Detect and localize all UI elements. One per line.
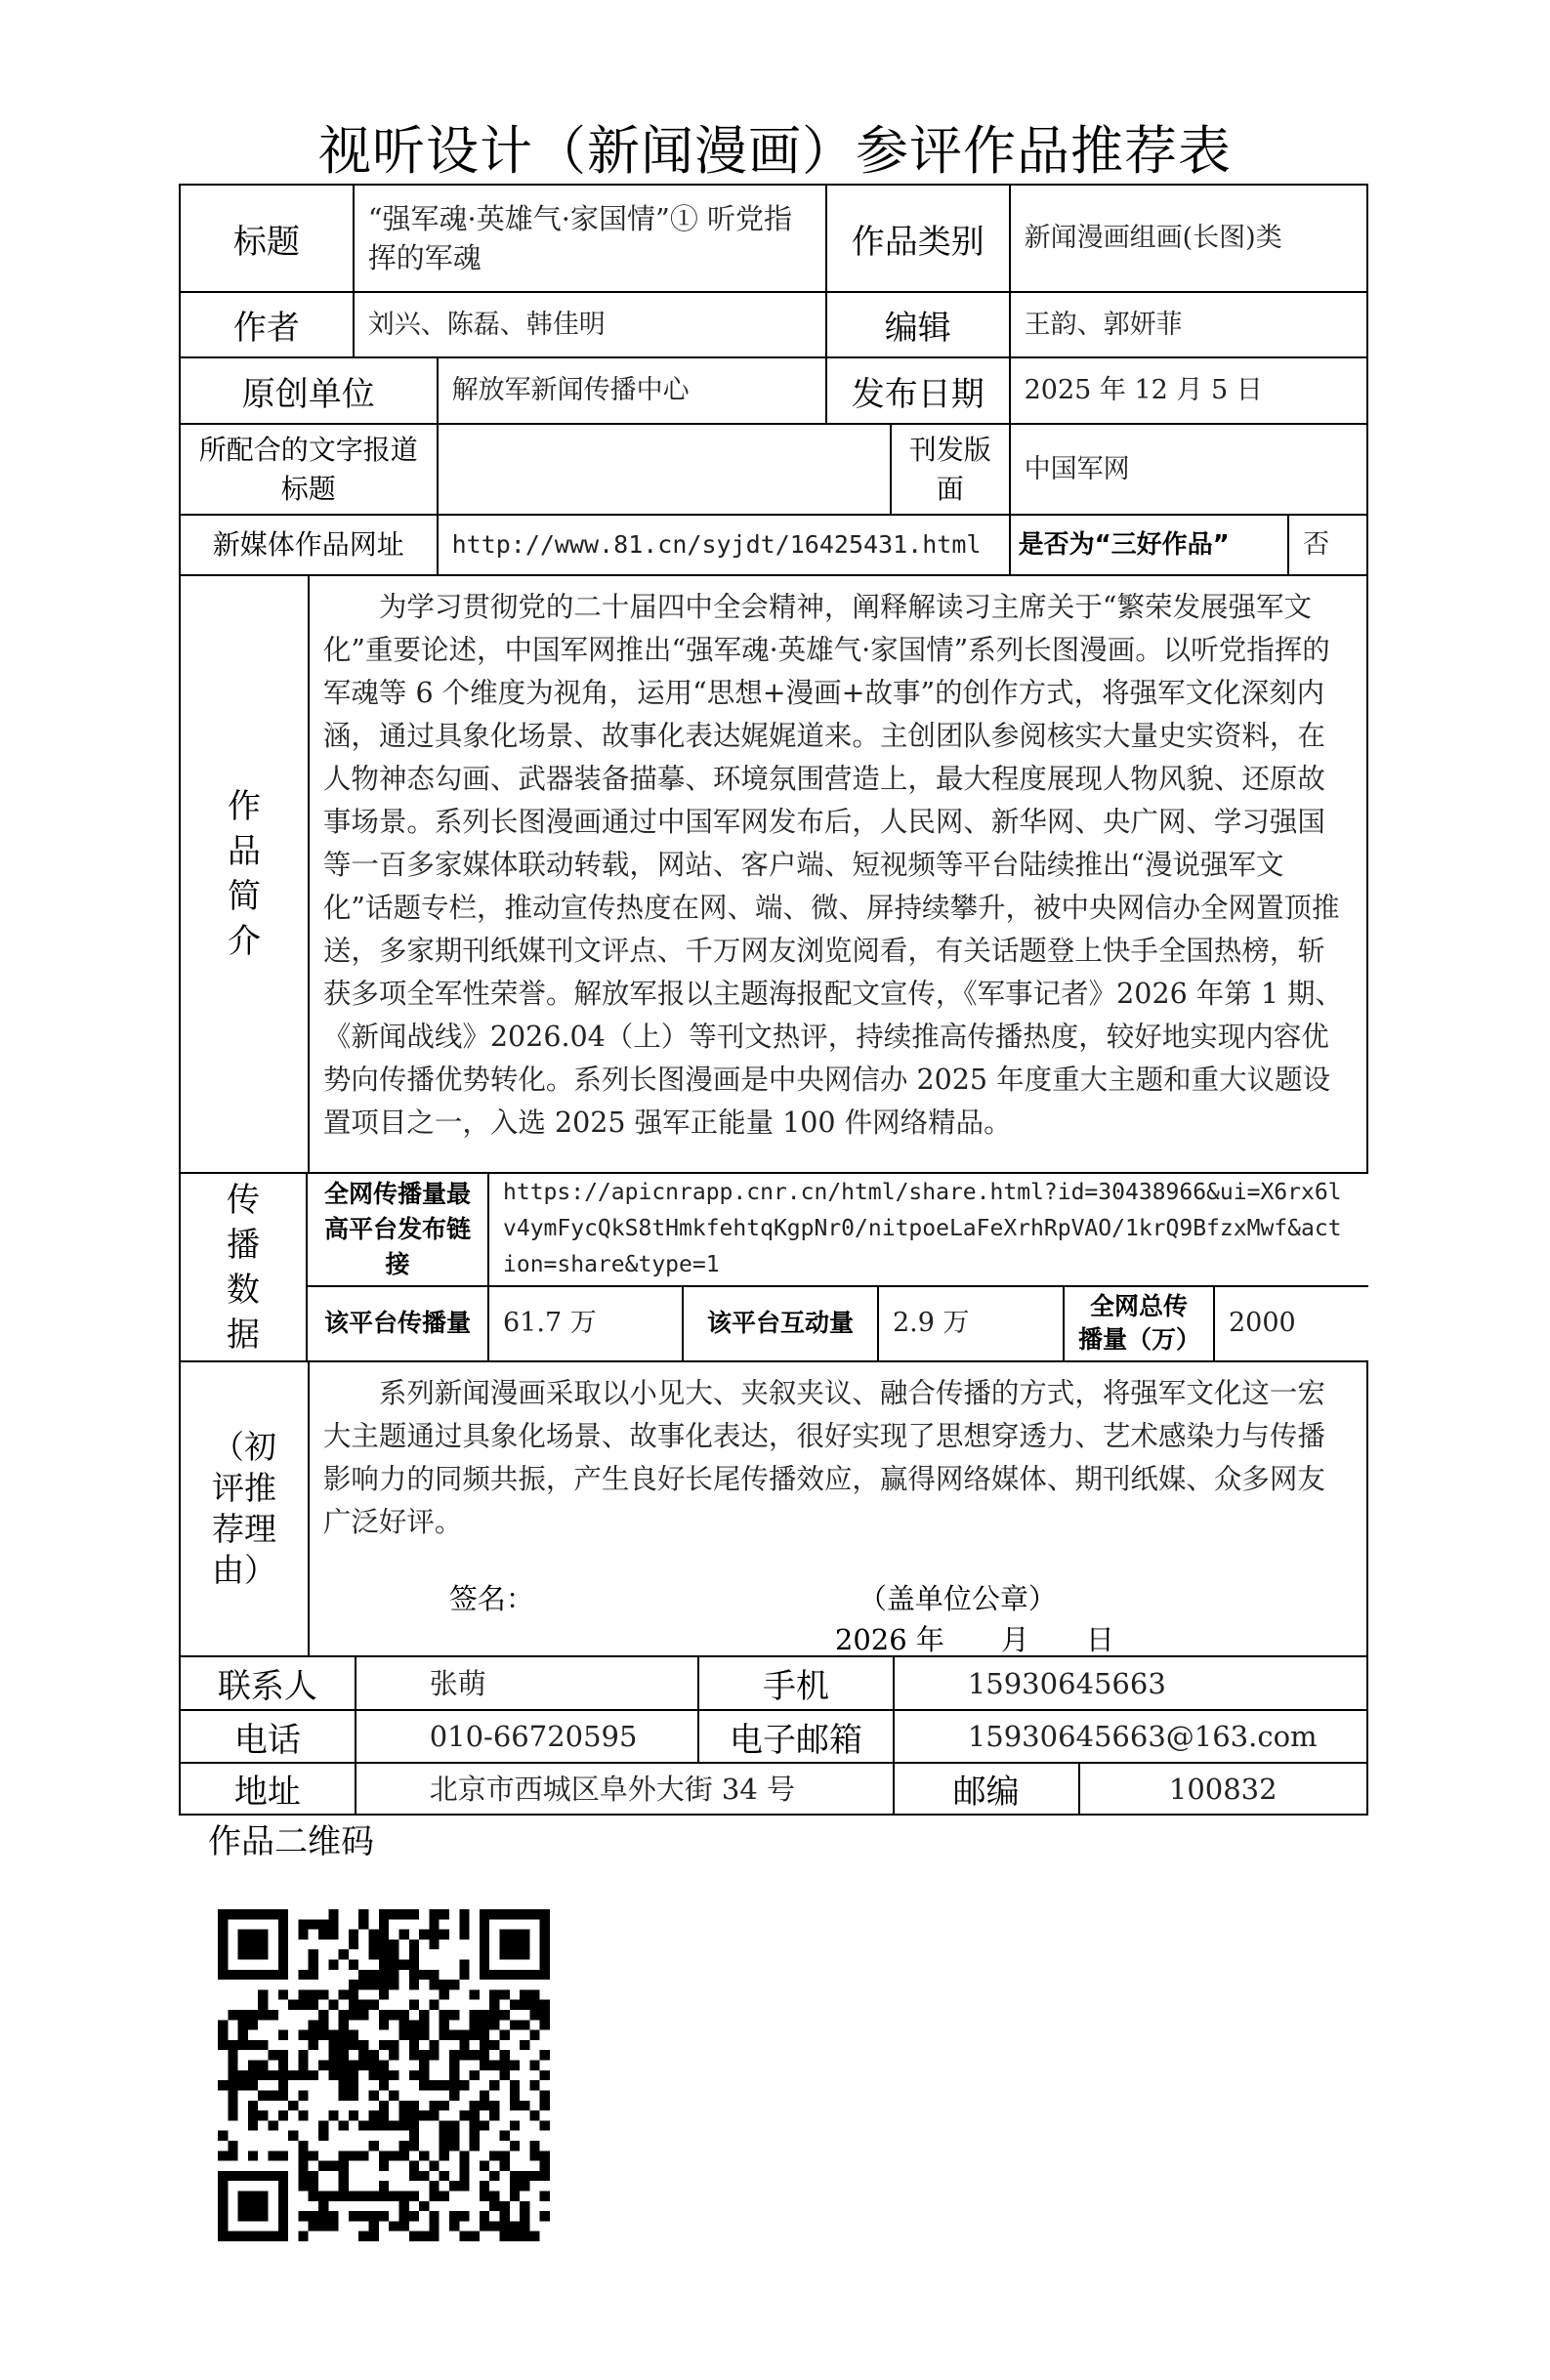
zip-label: 邮编 [895,1764,1080,1814]
contact-person-label: 联系人 [181,1657,356,1709]
category-value: 新闻漫画组画(长图)类 [1011,186,1368,291]
intro-text: 为学习贯彻党的二十届四中全会精神，阐释解读习主席关于“繁荣发展强军文化”重要论述，中国军网推出“强军魂·英雄气·家国情”系列长图漫画。以听党指挥的军魂等 6 个维度为视角，运用“思想+漫画+故事”的创作方式，将强军文化深刻内涵，通过具象化场景、故事化表达娓娓道来。主创团队参阅核实大量史实资料，在人物神态勾画、武器装备描摹、环境氛围营造上，最大程度展现人物风貌、还原故事场景。系列长图漫画通过中国军网发布后，人民网、新华网、央广网、学习强国等一百多家媒体联动转载，网站、客户端、短视频等平台陆续推出“漫说强军文化”话题专栏，推动宣传热度在网、端、微、屏持续攀升，被中央网信办全网置顶推送，多家期刊纸媒刊文评点、千万网友浏览阅看，有关话题登上快手全国热榜，斩获多项全军性荣誉。解放军报以主题海报配文宣传，《军事记者》2026 年第 1 期、《新闻战线》2026.04（上）等刊文热评，持续推高传播热度，较好地实现内容优势向传播优势转化。系列长图漫画是中央网信办 2025 年度重大主题和重大议题设置项目之一，入选 2025 强军正能量 100 件网络精品。 [310,576,1368,1172]
row-reason [179,1360,1368,1655]
row-title [179,184,1368,291]
editor-label: 编辑 [827,293,1011,356]
row-contact [179,1655,1368,1709]
page-value: 中国军网 [1011,425,1368,514]
three-good-value: 否 [1289,516,1368,574]
related-title-value [439,425,892,514]
form-title: 视听设计（新闻漫画）参评作品推荐表 [318,120,1232,182]
recommendation-table [179,184,1368,1816]
row-url [179,514,1368,574]
reason-text: 系列新闻漫画采取以小见大、夹叙夹议、融合传播的方式，将强军文化这一宏大主题通过具象化场景、故事化表达，很好实现了思想穿透力、艺术感染力与传播影响力的同频共振，产生良好长尾传播效应，赢得网络媒体、期刊纸媒、众多网友广泛好评。 [322,1377,1325,1538]
category-label: 作品类别 [827,186,1011,291]
total-spread-value: 2000 [1229,1308,1296,1339]
platform-interact-label: 该平台互动量 [684,1287,879,1360]
signature-label: 签名： [448,1582,534,1615]
reason-label: （初评推荐理由） [181,1362,310,1655]
url-label: 新媒体作品网址 [181,516,439,574]
spread-label: 传播数据 [181,1174,308,1360]
editor-value: 王韵、郭妍菲 [1011,293,1368,356]
publish-date-value: 2025 年 12 月 5 日 [1011,358,1368,423]
row-spread [179,1172,1368,1360]
row-related [179,423,1368,514]
platform-interact-value: 2.9 万 [879,1287,1065,1360]
title-value: “强军魂·英雄气·家国情”① 听党指挥的军魂 [355,186,827,291]
url-value[interactable]: http://www.81.cn/syjdt/16425431.html [439,516,1011,574]
date-label: 2026 年 月 日 [834,1623,1114,1656]
seal-label: （盖单位公章） [858,1582,1057,1615]
three-good-label: 是否为“三好作品” [1011,516,1290,574]
link-value[interactable]: https://apicnrapp.cnr.cn/html/share.html?id=30438966&ui=X6rx6lv4ymFycQkS8tHmkfehtqKgpNr0/nitpoeLaFeXrhRpVAO/1krQ9BfzxMwf&action=share&type=1 [503,1180,1342,1278]
reason-content [310,1362,1368,1655]
row-author [179,291,1368,356]
phone-value: 010-66720595 [356,1711,699,1762]
title-label: 标题 [181,186,355,291]
publish-date-label: 发布日期 [827,358,1011,423]
intro-label: 作品简介 [181,576,310,1172]
qr-label: 作品二维码 [208,1822,374,1861]
qr-code-icon[interactable] [218,1909,550,2241]
unit-label: 原创单位 [181,358,439,423]
unit-value: 解放军新闻传播中心 [439,358,827,423]
related-title-label: 所配合的文字报道标题 [181,425,439,514]
email-value[interactable]: 15930645663@163.com [895,1711,1368,1762]
mobile-value: 15930645663 [895,1657,1368,1709]
phone-label: 电话 [181,1711,356,1762]
row-intro [179,574,1368,1172]
address-label: 地址 [181,1764,356,1814]
row-address [179,1762,1368,1816]
row-phone [179,1709,1368,1762]
zip-value: 100832 [1080,1764,1368,1814]
platform-spread-label: 该平台传播量 [308,1287,489,1360]
row-unit [179,356,1368,423]
author-value: 刘兴、陈磊、韩佳明 [355,293,827,356]
contact-person-value: 张萌 [356,1657,699,1709]
platform-spread-value: 61.7 万 [489,1287,684,1360]
email-label: 电子邮箱 [699,1711,895,1762]
link-label: 全网传播量最高平台发布链接 [308,1174,489,1285]
author-label: 作者 [181,293,355,356]
total-spread-label: 全网总传播量（万） [1065,1287,1215,1360]
spread-data [308,1174,1368,1360]
page-label: 刊发版面 [892,425,1011,514]
address-value: 北京市西城区阜外大街 34 号 [356,1764,895,1814]
mobile-label: 手机 [699,1657,895,1709]
